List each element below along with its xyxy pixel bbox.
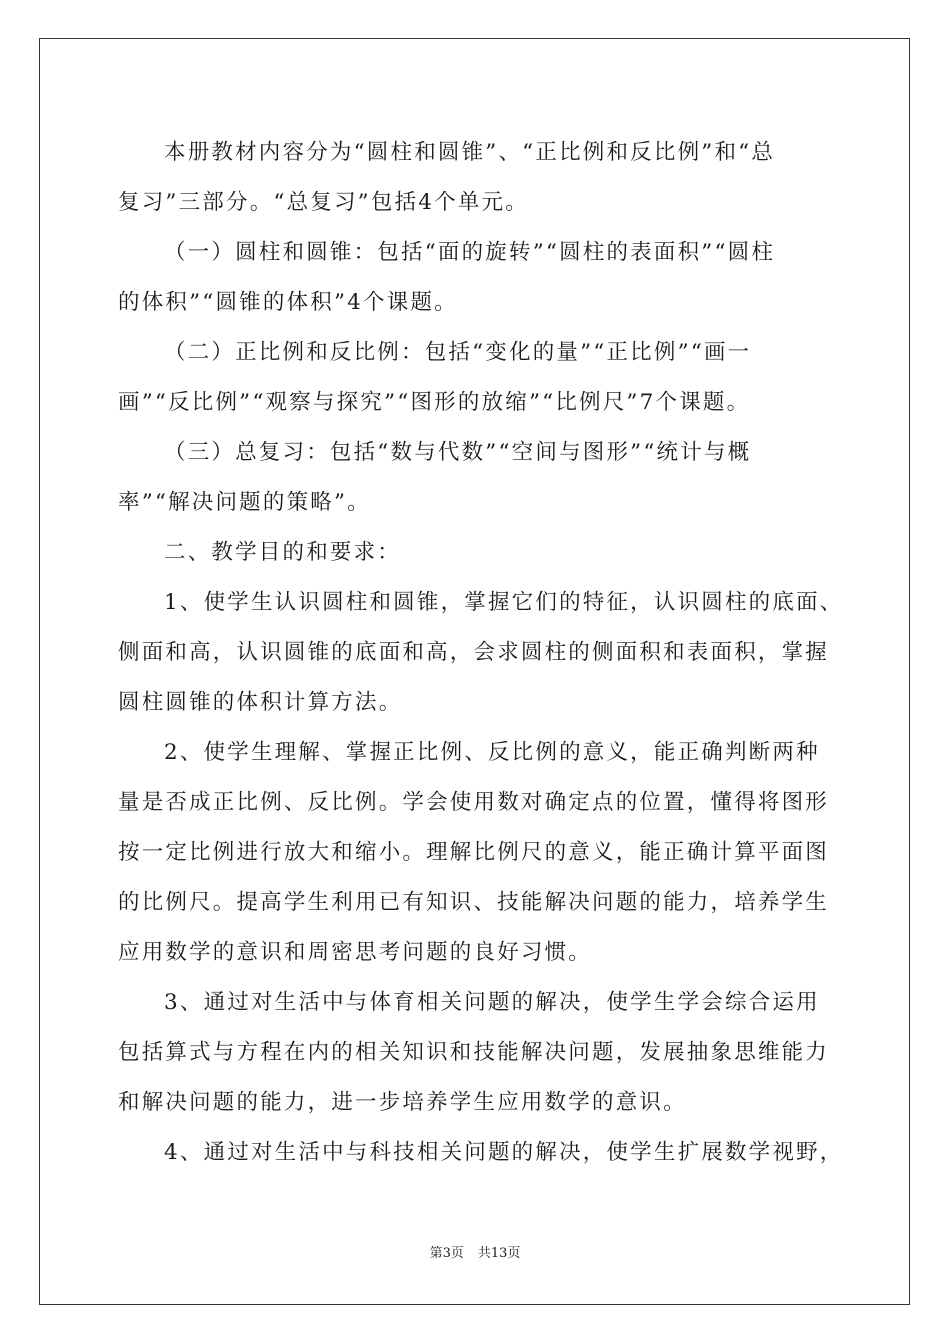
paragraph-line: 按一定比例进行放大和缩小。理解比例尺的意义，能正确计算平面图: [118, 840, 830, 865]
paragraph-line: （一）圆柱和圆锥：包括“面的旋转”“圆柱的表面积”“圆柱: [164, 240, 776, 265]
paragraph-line: 量是否成正比例、反比例。学会使用数对确定点的位置，懂得将图形: [118, 790, 830, 815]
page-number: 第3页: [429, 1246, 464, 1261]
paragraph-line: 3、通过对生活中与体育相关问题的解决，使学生学会综合运用: [164, 990, 820, 1015]
paragraph-line: 的体积”“圆锥的体积”4个课题。: [118, 290, 458, 315]
paragraph-line: 的比例尺。提高学生利用已有知识、技能解决问题的能力，培养学生: [118, 890, 830, 915]
paragraph-line: （二）正比例和反比例：包括“变化的量”“正比例”“画一: [164, 340, 752, 365]
page-footer: [0, 1244, 950, 1264]
section-heading: 二、教学目的和要求：: [164, 540, 402, 565]
paragraph-line: 4、通过对生活中与科技相关问题的解决，使学生扩展数学视野，: [164, 1140, 844, 1165]
paragraph-line: 本册教材内容分为“圆柱和圆锥”、“正比例和反比例”和“总: [164, 140, 776, 165]
paragraph-line: 率”“解决问题的策略”。: [118, 490, 371, 515]
paragraph-line: 复习”三部分。“总复习”包括4个单元。: [118, 190, 529, 215]
document-body: [118, 128, 844, 1178]
paragraph-line: 包括算式与方程在内的相关知识和技能解决问题，发展抽象思维能力: [118, 1040, 830, 1065]
paragraph-line: 圆柱圆锥的体积计算方法。: [118, 690, 403, 715]
paragraph-line: 应用数学的意识和周密思考问题的良好习惯。: [118, 940, 593, 965]
paragraph-line: 2、使学生理解、掌握正比例、反比例的意义，能正确判断两种: [164, 740, 820, 765]
paragraph-line: 和解决问题的能力，进一步培养学生应用数学的意识。: [118, 1090, 687, 1115]
paragraph-line: 侧面和高，认识圆锥的底面和高，会求圆柱的侧面积和表面积，掌握: [118, 640, 830, 665]
paragraph-line: （三）总复习：包括“数与代数”“空间与图形”“统计与概: [164, 440, 752, 465]
paragraph-line: 1、使学生认识圆柱和圆锥，掌握它们的特征，认识圆柱的底面、: [164, 590, 844, 615]
paragraph-line: 画”“反比例”“观察与探究”“图形的放缩”“比例尺”7个课题。: [118, 390, 751, 415]
page-total: 共13页: [477, 1246, 521, 1261]
